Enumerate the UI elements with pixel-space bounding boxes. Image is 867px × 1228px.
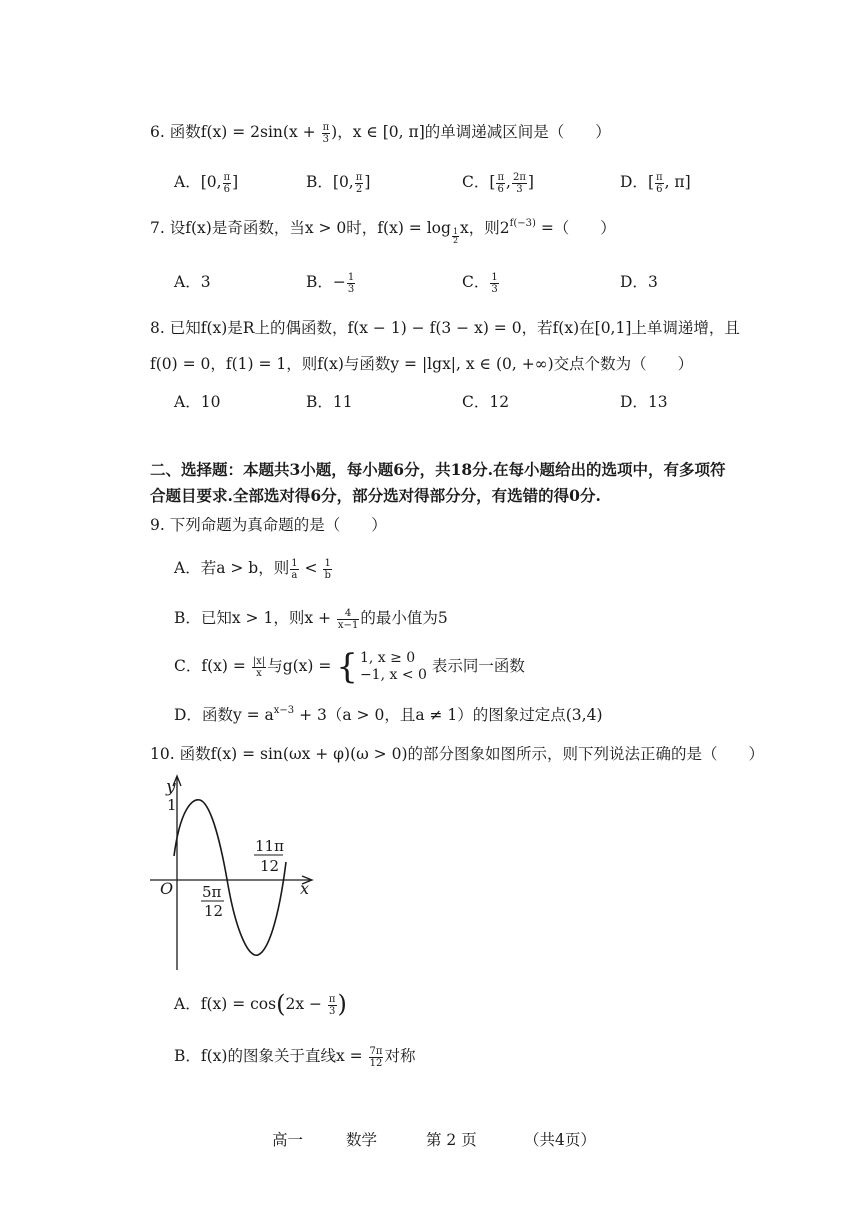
q9-number: 9. <box>150 516 165 534</box>
q10-option-a[interactable]: A．f(x) = cos(2x − $\frac{\pi}{3}$ ) <box>174 990 347 1018</box>
sine-curve <box>174 800 286 955</box>
q8-option-c[interactable]: C．12 <box>462 393 510 411</box>
q7-option-d[interactable]: D．3 <box>620 273 658 291</box>
q7-option-b[interactable]: B．− $\frac{1}{3}$ <box>306 271 355 295</box>
q9-option-d[interactable]: D．函数$y = a^{x-3} + 3(a > 0$，且a ≠ 1）的图象过定点(3,4) <box>174 705 603 724</box>
q9-stem: 9. 下列命题为真命题的是（ ） <box>150 516 387 534</box>
y-axis-label: y <box>166 777 176 797</box>
section2-heading-line2: 合题目要求.全部选对得6分，部分选对得部分分，有选错的得0分. <box>150 486 601 505</box>
q6-fraction: $\frac{\pi}{3}$ <box>322 121 330 145</box>
q8-option-b[interactable]: B．11 <box>306 393 353 411</box>
section2-heading-line1: 二、选择题：本题共3小题，每小题6分，共18分.在每小题给出的选项中，有多项符 <box>150 460 726 479</box>
x-axis-label: x <box>300 879 310 898</box>
q8-number: 8. <box>150 319 165 337</box>
footer-page: 第 2 页 <box>426 1131 477 1149</box>
tick-11pi-12-denominator: 12 <box>260 857 280 875</box>
q10-number: 10. <box>150 745 175 763</box>
footer-grade: 高一 <box>272 1131 304 1149</box>
tick-5pi-12-numerator: 5π <box>202 883 222 901</box>
q9-option-a[interactable]: A．若a > b，则 $\frac{1}{a}$ < $\frac{1}{b}$ <box>174 557 331 581</box>
q6-option-a[interactable]: A．[0, $\frac{\pi}{6}$ ] <box>174 171 239 195</box>
q10-option-b[interactable]: B．f(x)的图象关于直线x = $\frac{7\pi}{12}$ 对称 <box>174 1045 416 1069</box>
q6-option-c[interactable]: C．[ $\frac{\pi}{6}$ , $\frac{2\pi}{3}$ ] <box>462 171 534 195</box>
q6-option-b[interactable]: B．[0, $\frac{\pi}{2}$ ] <box>306 171 371 195</box>
q7-option-c[interactable]: C． $\frac{1}{3}$ <box>462 271 498 295</box>
q9-option-c[interactable]: C．f(x) = $\frac{|x|}{x}$ 与g(x) = { 1, x ≥ 0 −1, x < 0 表示同一函数 <box>174 647 525 687</box>
tick-5pi-12-denominator: 12 <box>204 902 224 920</box>
origin-label: O <box>160 879 174 898</box>
footer-total-pages: （共4页） <box>524 1131 596 1149</box>
brace-symbol: { <box>336 647 358 687</box>
q8-stem-line2: f(0) = 0，f(1) = 1，则f(x)与函数y = |lgx|, x ∈ (0, +∞)交点个数为（ ） <box>150 355 694 373</box>
q6-number: 6. <box>150 123 165 141</box>
q7-number: 7. <box>150 219 165 237</box>
q6-option-d[interactable]: D．[ $\frac{\pi}{6}$ , π] <box>620 171 691 195</box>
q10-stem: 10. 函数f(x) = sin(ωx + φ)(ω > 0)的部分图象如图所示，则下列说法正确的是（ ） <box>150 745 765 763</box>
q6-stem: 6. 函数f(x) = 2sin(x + $\frac{\pi}{3}$ )，x ∈ [0, π]的单调递减区间是（ ） <box>150 121 611 145</box>
footer-subject: 数学 <box>346 1131 378 1149</box>
q7-option-a[interactable]: A．3 <box>174 273 211 291</box>
tick-11pi-12-numerator: 11π <box>255 837 284 855</box>
y-one-label: 1 <box>167 796 177 814</box>
q7-stem: 7. 设f(x)是奇函数，当x > 0时，f(x) = log $_{\frac{1}{2}}$ x，则$2^{f(-3)}$ =（ ） <box>150 218 616 245</box>
q10-sine-graph <box>140 770 340 980</box>
q8-stem-line1: 8. 已知f(x)是R上的偶函数，f(x − 1) − f(3 − x) = 0，若f(x)在[0,1]上单调递增，且 <box>150 319 740 337</box>
q8-option-d[interactable]: D．13 <box>620 393 668 411</box>
q8-option-a[interactable]: A．10 <box>174 393 221 411</box>
q9-option-b[interactable]: B．已知x > 1，则x + $\frac{4}{x-1}$ 的最小值为5 <box>174 607 448 631</box>
